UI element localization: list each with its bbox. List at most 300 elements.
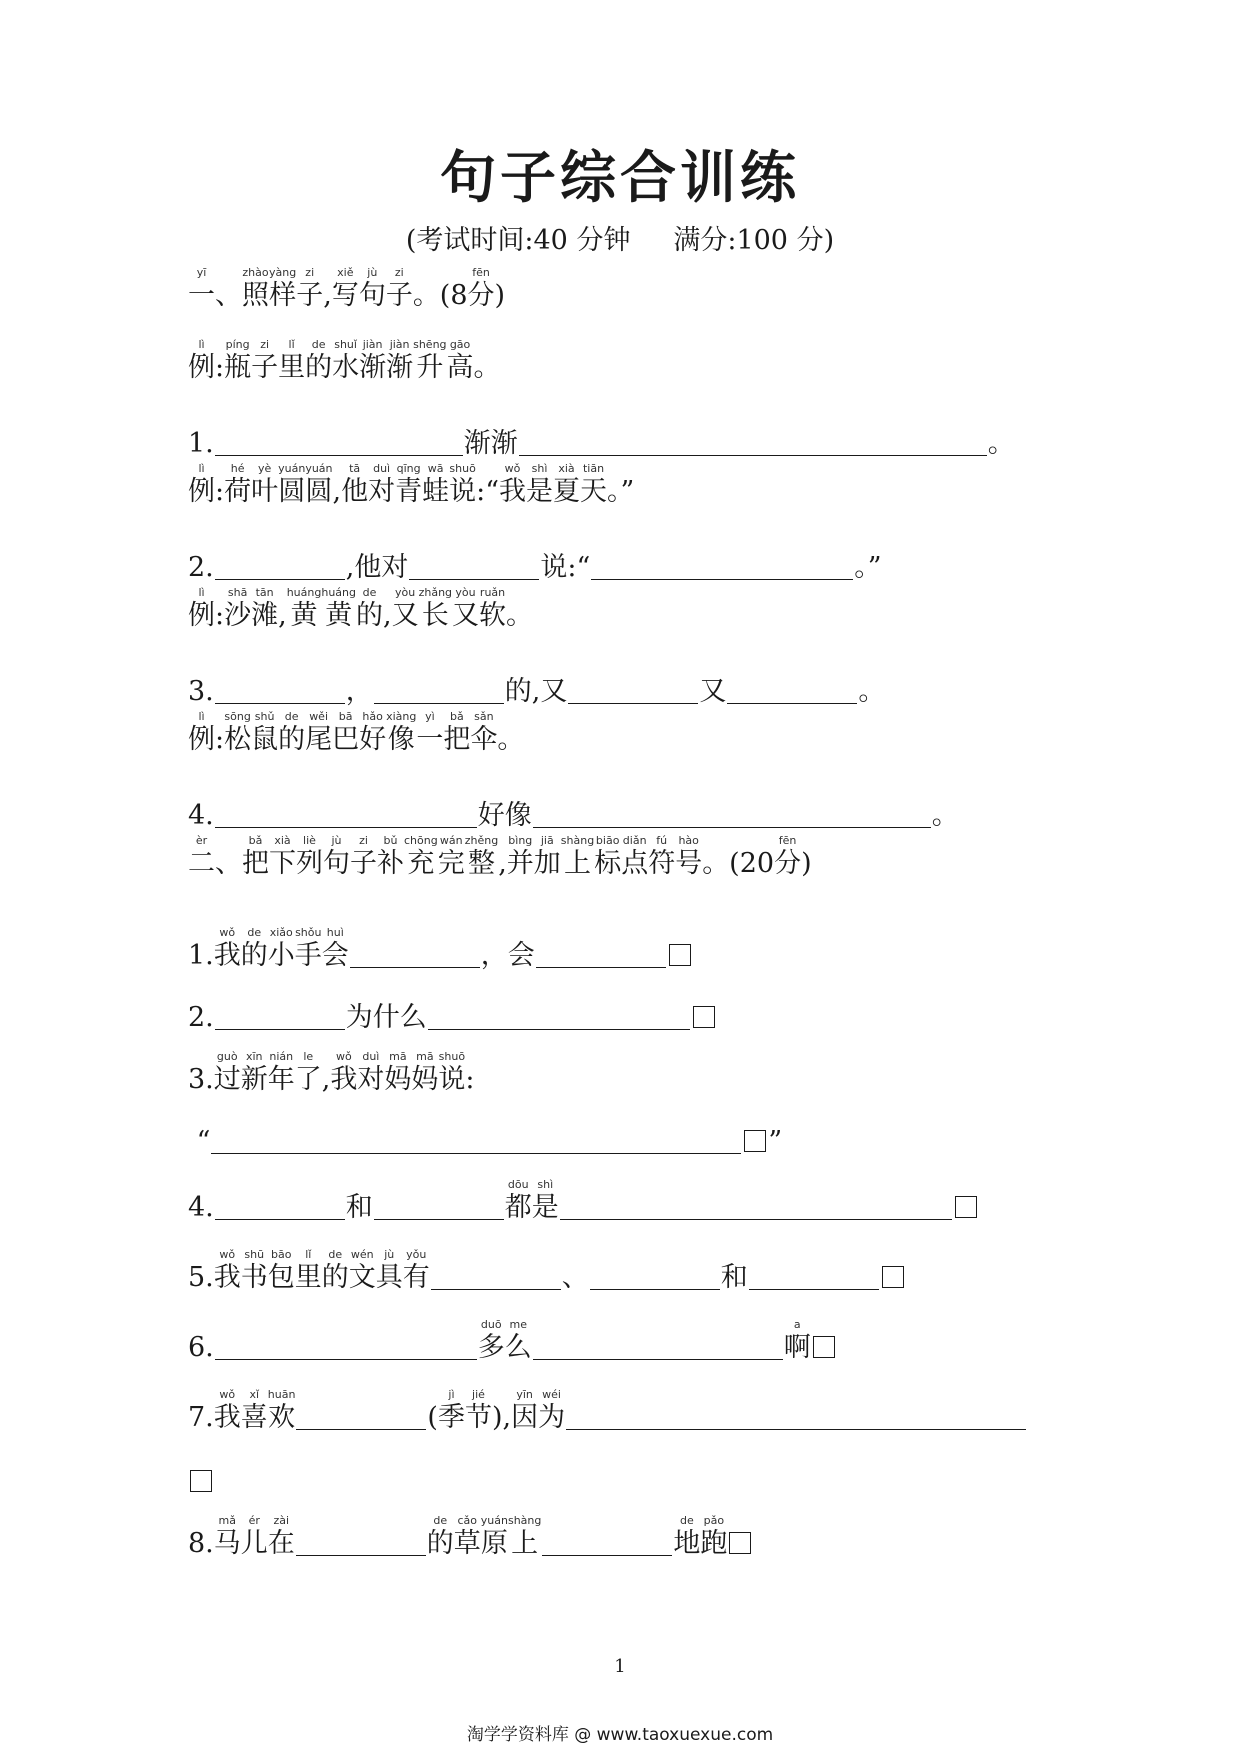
hanzi: 我: [213, 940, 241, 971]
pinyin-character: [241, 1049, 268, 1096]
hanzi: 过: [213, 1064, 241, 1095]
hanzi: 列: [296, 848, 323, 879]
pinyin: sǎn: [474, 710, 494, 723]
pinyin: wěi: [309, 710, 329, 723]
pinyin: shū: [244, 1248, 265, 1261]
pinyin: qīng: [396, 462, 421, 475]
pinyin: zi: [394, 266, 404, 279]
pinyin: wǒ: [219, 1248, 236, 1261]
pinyin-character: [411, 1049, 438, 1096]
pinyin: jì: [448, 1388, 455, 1401]
sentence-text: 为什么: [345, 1002, 427, 1033]
hanzi: 分: [774, 848, 802, 879]
fill-in-blank[interactable]: [591, 551, 853, 580]
hanzi: 荷: [224, 476, 252, 507]
hanzi: 里: [294, 1262, 322, 1293]
pinyin: wǒ: [335, 1050, 352, 1063]
punctuation-box[interactable]: [813, 1336, 835, 1358]
pinyin-character: [242, 265, 269, 312]
sentence-text: 4.: [188, 800, 214, 831]
sentence-text: 2.: [188, 552, 214, 583]
exercise-2-7-answer: [188, 1448, 214, 1498]
fill-in-blank[interactable]: [296, 1527, 426, 1556]
pinyin-character: [295, 1247, 322, 1294]
sentence-text: ，会: [480, 940, 535, 971]
pinyin-character: [251, 709, 278, 756]
hanzi: 对: [357, 1064, 385, 1095]
hanzi: 渐: [359, 352, 387, 383]
pinyin-character: [251, 585, 278, 632]
pinyin: guò: [216, 1050, 238, 1063]
sentence-text: 。(8: [412, 280, 468, 311]
exercise-1-4: [188, 782, 959, 832]
pinyin: sōng: [224, 710, 251, 723]
pinyin-character: [251, 337, 278, 384]
hanzi: 欢: [268, 1402, 296, 1433]
pinyin: me: [509, 1318, 527, 1331]
fill-in-blank[interactable]: [350, 939, 480, 968]
pinyin: shì: [537, 1178, 554, 1191]
hanzi: 的: [278, 724, 306, 755]
sentence-text: ,: [382, 600, 392, 631]
fill-in-blank[interactable]: [215, 1331, 477, 1360]
hanzi: 妈: [384, 1064, 412, 1095]
punctuation-box[interactable]: [693, 1006, 715, 1028]
sentence-text: ): [494, 280, 506, 311]
pinyin-character: [322, 1247, 349, 1294]
punctuation-box[interactable]: [955, 1196, 977, 1218]
pinyin-character: [438, 833, 465, 880]
sentence-text: 和: [720, 1262, 748, 1293]
pinyin-character: [419, 585, 452, 632]
exercise-2-5: [188, 1244, 906, 1294]
sentence-text: 说:“: [540, 552, 591, 583]
exercise-2-6: [188, 1314, 837, 1364]
exercise-2-3-answer: [188, 1108, 782, 1158]
pinyin: tā: [349, 462, 361, 475]
example-4: [188, 706, 524, 756]
sentence-text: 渐渐: [463, 428, 518, 459]
hanzi: 他: [341, 476, 369, 507]
sentence-text: 。: [987, 428, 1015, 459]
pinyin-character: [357, 1049, 384, 1096]
pinyin-character: [241, 1387, 268, 1434]
pinyin: xià: [274, 834, 291, 847]
sentence-text: 的,又: [504, 676, 568, 707]
pinyin: zhào: [242, 266, 269, 279]
pinyin-character: [465, 833, 498, 880]
pinyin: xīn: [245, 1050, 263, 1063]
fill-in-blank[interactable]: [296, 1401, 426, 1430]
pinyin-character: [224, 585, 251, 632]
pinyin-character: [268, 925, 295, 972]
pinyin-character: [214, 1513, 241, 1560]
fill-in-blank[interactable]: [533, 799, 931, 828]
pinyin-character: [330, 1049, 357, 1096]
hanzi: 分: [467, 280, 495, 311]
sentence-text: 8.: [188, 1528, 214, 1559]
pinyin-character: [305, 461, 332, 508]
hanzi: 的: [426, 1528, 454, 1559]
pinyin-character: [322, 925, 349, 972]
pinyin: de: [311, 338, 326, 351]
pinyin: shuō: [449, 462, 476, 475]
exercise-2-8: [188, 1510, 753, 1560]
fill-in-blank[interactable]: [590, 1261, 720, 1290]
hanzi: 滩: [251, 600, 279, 631]
pinyin-character: [321, 585, 356, 632]
sentence-text: ,: [323, 280, 332, 311]
pinyin-character: [278, 337, 305, 384]
punctuation-box[interactable]: [190, 1470, 212, 1492]
pinyin: pǎo: [703, 1514, 725, 1527]
pinyin-character: [305, 709, 332, 756]
pinyin: jiā: [540, 834, 554, 847]
pinyin: yuán: [480, 1514, 508, 1527]
fill-in-blank[interactable]: [215, 675, 345, 704]
fill-in-blank[interactable]: [211, 1125, 741, 1154]
pinyin: yǒu: [406, 1248, 427, 1261]
sentence-text: ,: [498, 848, 507, 879]
hanzi: 的: [355, 600, 383, 631]
pinyin-character: [377, 833, 404, 880]
pinyin-character: [251, 461, 278, 508]
sentence-text: 。: [858, 676, 886, 707]
example-3: [188, 582, 533, 632]
hanzi: 了: [294, 1064, 322, 1095]
hanzi: 句: [358, 280, 386, 311]
punctuation-box[interactable]: [669, 944, 691, 966]
pinyin-character: [214, 1049, 241, 1096]
pinyin-character: [269, 265, 296, 312]
pinyin-character: [395, 461, 422, 508]
hanzi: 蛙: [422, 476, 450, 507]
pinyin: lì: [198, 586, 205, 599]
pinyin: a: [793, 1318, 801, 1331]
sentence-text: 5.: [188, 1262, 214, 1293]
pinyin: píng: [225, 338, 250, 351]
sentence-text: :: [465, 1064, 475, 1095]
pinyin-character: [452, 585, 479, 632]
hanzi: 一: [416, 724, 444, 755]
pinyin: shuǐ: [334, 338, 357, 351]
hanzi: 号: [675, 848, 703, 879]
pinyin-character: [538, 1387, 565, 1434]
hanzi: 原: [480, 1528, 508, 1559]
hanzi: 包: [267, 1262, 295, 1293]
hanzi: 瓶: [224, 352, 252, 383]
pinyin: jiàn: [389, 338, 410, 351]
pinyin-character: [188, 265, 215, 312]
pinyin: shēng: [413, 338, 447, 351]
fill-in-blank[interactable]: [428, 1001, 690, 1030]
pinyin: xiǎo: [269, 926, 293, 939]
hanzi: 圆: [278, 476, 306, 507]
pinyin-character: [295, 1049, 322, 1096]
hanzi: 儿: [240, 1528, 268, 1559]
pinyin: huān: [267, 1388, 296, 1401]
pinyin-character: [188, 585, 215, 632]
fill-in-blank[interactable]: [215, 1001, 345, 1030]
pinyin: ér: [248, 1514, 260, 1527]
fill-in-blank[interactable]: [542, 1527, 672, 1556]
pinyin: yòu: [455, 586, 476, 599]
fill-in-blank[interactable]: [749, 1261, 879, 1290]
pinyin: yì: [425, 710, 435, 723]
pinyin-character: [332, 709, 359, 756]
pinyin-character: [214, 1247, 241, 1294]
pinyin-character: [532, 1177, 559, 1224]
hanzi: 说: [438, 1064, 466, 1095]
hanzi: 例: [188, 476, 215, 507]
pinyin-character: [359, 265, 386, 312]
pinyin: shàng: [560, 834, 595, 847]
hanzi: 在: [267, 1528, 295, 1559]
pinyin-character: [241, 925, 268, 972]
pinyin: yòu: [394, 586, 416, 599]
exercise-1-1: [188, 410, 1015, 460]
pinyin: liè: [303, 834, 316, 847]
pinyin: de: [284, 710, 299, 723]
pinyin-character: [499, 461, 526, 508]
pinyin-character: [241, 1513, 268, 1560]
pinyin: zhěng: [464, 834, 499, 847]
sentence-text: 1.: [188, 428, 214, 459]
pinyin: le: [303, 1050, 314, 1063]
hanzi: 草: [453, 1528, 481, 1559]
hanzi: 长: [421, 600, 449, 631]
fill-in-blank[interactable]: [374, 675, 504, 704]
pinyin-character: [465, 1387, 492, 1434]
fill-in-blank[interactable]: [566, 1401, 1026, 1430]
hanzi: 整: [467, 848, 495, 879]
pinyin-character: [511, 1387, 538, 1434]
pinyin-character: [188, 833, 215, 880]
pinyin-character: [296, 833, 323, 880]
punctuation-box[interactable]: [882, 1266, 904, 1288]
fill-in-blank[interactable]: [727, 675, 857, 704]
pinyin-character: [341, 461, 368, 508]
fill-in-blank[interactable]: [215, 427, 463, 456]
hanzi: 的: [305, 352, 333, 383]
hanzi: 例: [188, 724, 215, 755]
fill-in-blank[interactable]: [536, 939, 666, 968]
hanzi: 样: [269, 280, 297, 311]
hanzi: 水: [332, 352, 360, 383]
fill-in-blank[interactable]: [533, 1331, 783, 1360]
hanzi: 例: [188, 352, 215, 383]
pinyin: shuō: [438, 1050, 466, 1063]
pinyin: de: [680, 1514, 694, 1527]
pinyin: hǎo: [362, 710, 383, 723]
sentence-text: 3.: [188, 1064, 214, 1095]
pinyin: chōng: [404, 834, 438, 847]
pinyin-character: [214, 925, 241, 972]
pinyin-character: [594, 833, 621, 880]
hanzi: 二: [188, 848, 215, 879]
pinyin-character: [508, 1513, 541, 1560]
pinyin: wǒ: [219, 926, 236, 939]
pinyin-character: [287, 585, 322, 632]
footer-watermark: 淘学学资料库 @ www.taoxuexue.com: [466, 1725, 774, 1745]
pinyin: zài: [273, 1514, 290, 1527]
pinyin: lǐ: [288, 338, 295, 351]
hanzi: 年: [267, 1064, 295, 1095]
fill-in-blank[interactable]: [409, 551, 539, 580]
pinyin: xiě: [337, 266, 354, 279]
pinyin: bǔ: [383, 834, 398, 847]
sentence-text: 、: [215, 280, 242, 311]
pinyin-character: [774, 833, 801, 880]
pinyin-character: [268, 1513, 295, 1560]
pinyin-character: [384, 1049, 411, 1096]
pinyin-character: [438, 1387, 465, 1434]
sentence-text: 6.: [188, 1332, 214, 1363]
punctuation-box[interactable]: [729, 1532, 751, 1554]
pinyin-character: [404, 833, 438, 880]
hanzi: 把: [443, 724, 471, 755]
hanzi: 例: [188, 600, 215, 631]
fill-in-blank[interactable]: [374, 1191, 504, 1220]
sentence-text: :“: [476, 476, 500, 507]
sentence-text: ,: [278, 600, 287, 631]
pinyin: mā: [389, 1050, 407, 1063]
hanzi: 又: [391, 600, 419, 631]
pinyin: fēn: [472, 266, 490, 279]
pinyin-character: [305, 337, 332, 384]
pinyin: bāo: [271, 1248, 292, 1261]
hanzi: 我: [213, 1402, 241, 1433]
pinyin: ruǎn: [479, 586, 506, 599]
hanzi: 符: [648, 848, 676, 879]
hanzi: 补: [377, 848, 404, 879]
exercise-2-7: [188, 1384, 1027, 1434]
hanzi: 是: [531, 1192, 559, 1223]
hanzi: 像: [387, 724, 415, 755]
sentence-text: :: [215, 724, 225, 755]
hanzi: 又: [452, 600, 480, 631]
pinyin-character: [481, 1513, 508, 1560]
section-1-heading: [188, 262, 505, 312]
pinyin-character: [359, 709, 386, 756]
pinyin-character: [454, 1513, 481, 1560]
hanzi: 因: [511, 1402, 539, 1433]
hanzi: 说: [449, 476, 477, 507]
pinyin-character: [648, 833, 675, 880]
pinyin: bìng: [508, 834, 533, 847]
sentence-text: 、: [561, 1262, 589, 1293]
pinyin-character: [561, 833, 594, 880]
pinyin-character: [675, 833, 702, 880]
pinyin: xià: [558, 462, 575, 475]
pinyin-character: [268, 1247, 295, 1294]
pinyin: duì: [373, 462, 391, 475]
hanzi: 文: [348, 1262, 376, 1293]
pinyin: zi: [260, 338, 270, 351]
sentence-text: ,: [321, 1064, 331, 1095]
pinyin: wǒ: [219, 1388, 236, 1401]
pinyin: wán: [439, 834, 463, 847]
pinyin: biāo: [595, 834, 620, 847]
pinyin-character: [507, 833, 534, 880]
fill-in-blank[interactable]: [431, 1261, 561, 1290]
hanzi: 鼠: [251, 724, 279, 755]
pinyin: bǎ: [450, 710, 464, 723]
pinyin: huáng: [321, 586, 356, 599]
sentence-text: :: [215, 476, 225, 507]
pinyin-character: [188, 337, 215, 384]
fill-in-blank[interactable]: [215, 1191, 345, 1220]
pinyin: hé: [230, 462, 245, 475]
pinyin: de: [362, 586, 377, 599]
hanzi: 天: [580, 476, 608, 507]
sentence-text: ): [801, 848, 812, 879]
pinyin-character: [443, 709, 470, 756]
hanzi: 写: [331, 280, 359, 311]
pinyin-character: [376, 1247, 403, 1294]
punctuation-box[interactable]: [744, 1130, 766, 1152]
hanzi: 下: [269, 848, 296, 879]
exercise-2-4: [188, 1174, 979, 1224]
hanzi: 子: [251, 352, 279, 383]
sentence-text: 。: [473, 352, 501, 383]
pinyin: zi: [305, 266, 315, 279]
pinyin-character: [386, 265, 413, 312]
exercise-2-2: [188, 984, 717, 1034]
pinyin: gāo: [449, 338, 471, 351]
pinyin-character: [296, 265, 323, 312]
hanzi: 上: [511, 1528, 539, 1559]
pinyin-character: [224, 709, 251, 756]
pinyin-character: [526, 461, 553, 508]
pinyin-character: [268, 1049, 295, 1096]
pinyin-character: [422, 461, 449, 508]
pinyin-character: [278, 461, 305, 508]
hanzi: 青: [395, 476, 423, 507]
pinyin-character: [413, 337, 446, 384]
fill-in-blank[interactable]: [215, 799, 477, 828]
pinyin: lì: [198, 462, 205, 475]
hanzi: 马: [213, 1528, 241, 1559]
pinyin: jiàn: [362, 338, 383, 351]
pinyin: huì: [326, 926, 344, 939]
hanzi: 尾: [305, 724, 333, 755]
hanzi: 我: [330, 1064, 358, 1095]
exercise-1-3: [188, 658, 885, 708]
pinyin: jié: [472, 1388, 485, 1401]
fill-in-blank[interactable]: [215, 551, 345, 580]
pinyin-character: [268, 1387, 296, 1434]
pinyin: fú: [656, 834, 668, 847]
fill-in-blank[interactable]: [568, 675, 698, 704]
hanzi: 高: [446, 352, 474, 383]
pinyin-character: [449, 461, 476, 508]
hanzi: 巴: [332, 724, 360, 755]
sentence-text: “: [188, 1126, 211, 1157]
hanzi: 一: [188, 280, 215, 311]
pinyin: tān: [255, 586, 274, 599]
pinyin-character: [224, 337, 251, 384]
fill-in-blank[interactable]: [519, 427, 987, 456]
pinyin: jù: [384, 1248, 395, 1261]
fill-in-blank[interactable]: [560, 1191, 952, 1220]
pinyin-character: [534, 833, 561, 880]
pinyin: mā: [416, 1050, 434, 1063]
pinyin: duō: [480, 1318, 502, 1331]
hanzi: 新: [240, 1064, 268, 1095]
pinyin: wā: [427, 462, 444, 475]
pinyin: yīn: [516, 1388, 533, 1401]
